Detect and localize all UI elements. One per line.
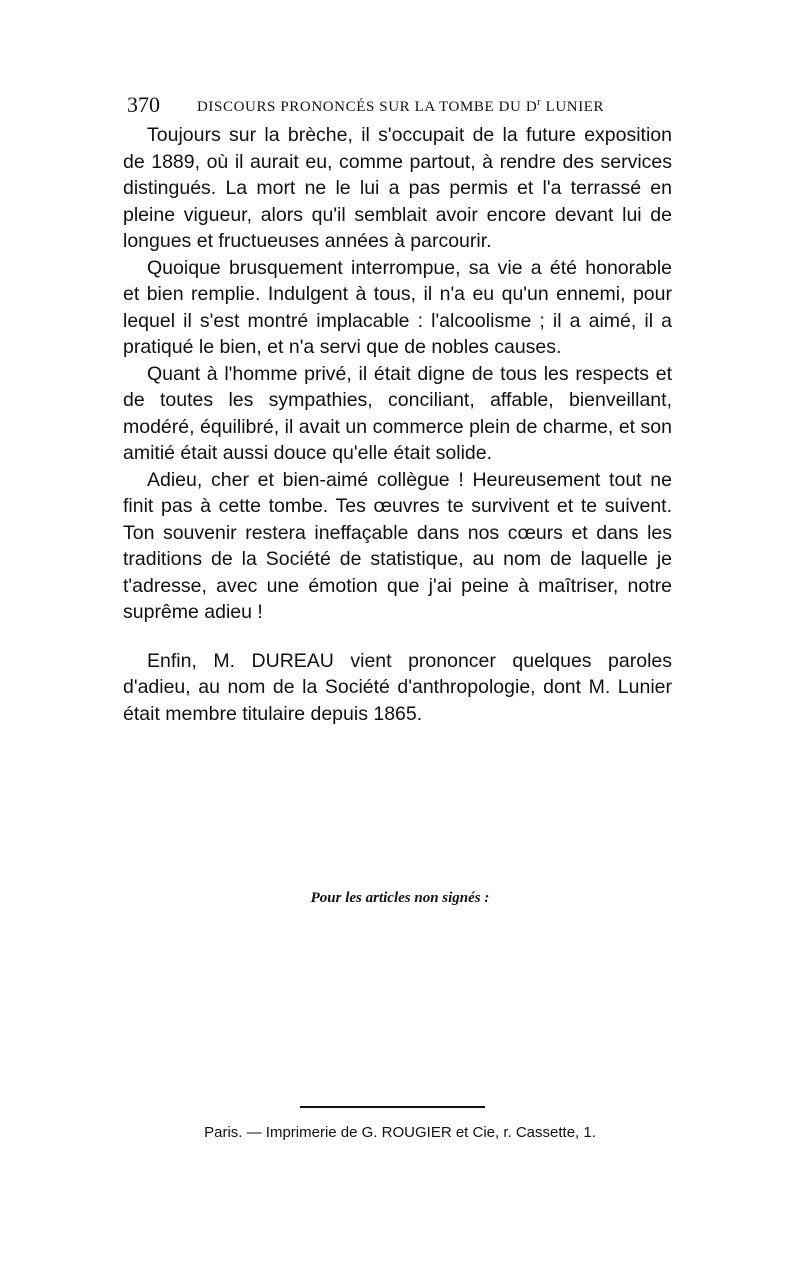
paragraph: Quant à l'homme privé, il était digne de tous les respects et de toutes les sympathies, conciliant, affable, bienveillant, modéré, équilibré, il avait un commerce plein de charme, et son amitié était aussi douce qu'elle était solide. [123,362,672,464]
signature-note: Pour les articles non signés : [310,890,490,906]
body-text [123,122,672,727]
paragraph: Adieu, cher et bien-aimé collègue ! Heureusement tout ne finit pas à cette tombe. Tes œuvres te survivent et te suivent. Ton souvenir restera ineffaçable dans nos cœurs et dans les traditions de la Société de statistique, au nom de laquelle je t'adresse, avec une émotion que j'ai peine à maîtriser, notre suprême adieu ! [123,468,672,623]
running-head-main: DISCOURS PRONONCÉS SUR LA TOMBE DU D [197,99,538,115]
running-head-name: LUNIER [541,99,605,115]
running-head [197,97,604,116]
page-number: 370 [127,92,160,117]
page-header [127,92,667,120]
paragraph: Enfin, M. DUREAU vient prononcer quelques paroles d'adieu, au nom de la Société d'anthropologie, dont M. Lunier était membre titulaire depuis 1865. [123,649,672,725]
paragraph: Toujours sur la brèche, il s'occupait de la future exposition de 1889, où il aurait eu, comme partout, à rendre des services distingués. La mort ne le lui a pas permis et l'a terrassé en pleine vigueur, alors qu'il semblait avoir encore devant lui de longues et fructueuses années à parcourir. [123,124,672,252]
paragraph: Quoique brusquement interrompue, sa vie a été honorable et bien remplie. Indulgent à tous, il n'a eu qu'un ennemi, pour lequel il s'est montré implacable : l'alcoolisme ; il a aimé, il a pratiqué le bien, et n'a servi que de nobles causes. [123,256,672,358]
printer-imprint: Paris. — Imprimerie de G. ROUGIER et Cie, r. Cassette, 1. [204,1124,596,1141]
footer-rule [300,1106,485,1108]
running-head-sup: r [537,97,542,108]
